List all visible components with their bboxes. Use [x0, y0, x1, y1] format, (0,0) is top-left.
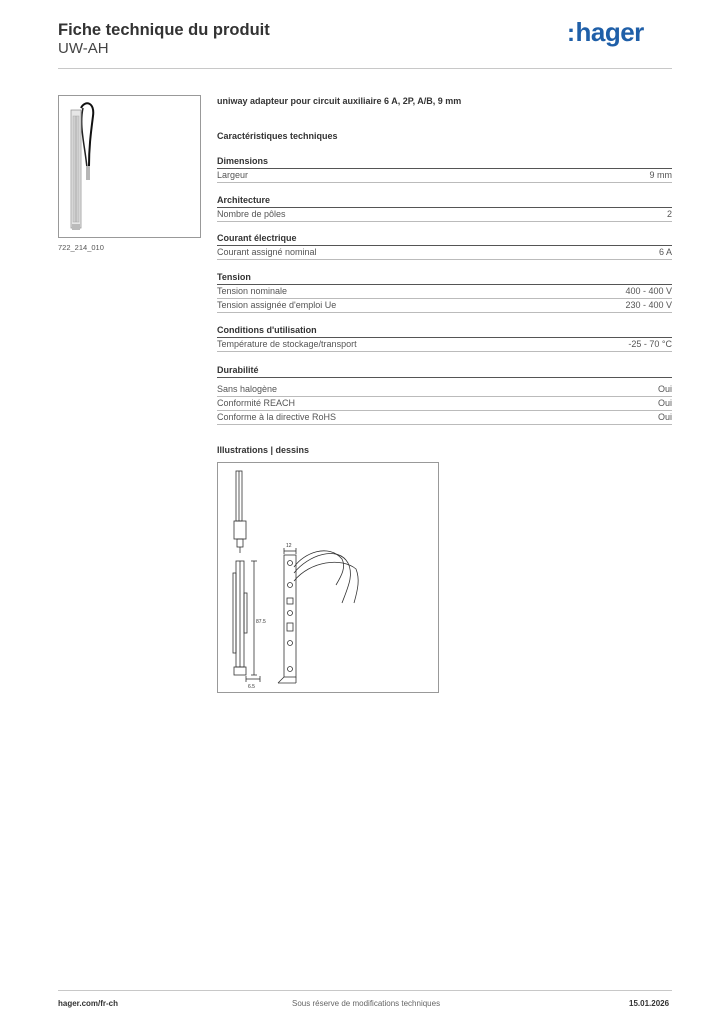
spec-value: Oui [657, 398, 672, 408]
spec-row [217, 338, 672, 352]
logo-text: hager [575, 17, 644, 47]
spec-label: Largeur [217, 170, 249, 180]
product-title: uniway adapteur pour circuit auxiliaire 6 A, 2P, A/B, 9 mm [217, 96, 462, 106]
dim-side-label: 87.5 [256, 619, 266, 625]
spec-row [217, 299, 672, 313]
product-photo-illustration [59, 96, 200, 237]
spec-row [217, 246, 672, 260]
photo-reference: 722_214_010 [58, 243, 104, 252]
spec-value: 9 mm [649, 170, 672, 180]
hager-logo: :hager [567, 17, 644, 47]
spec-value: Oui [657, 412, 672, 422]
spec-row [217, 411, 672, 425]
spec-value: -25 - 70 °C [628, 339, 672, 349]
spec-label: Température de stockage/transport [217, 339, 357, 349]
spec-value: 6 A [658, 247, 672, 257]
spec-value: Oui [657, 384, 672, 394]
footer-notice: Sous réserve de modifications techniques [292, 999, 441, 1008]
spec-section-voltage [217, 272, 672, 313]
spec-section-dimensions [217, 156, 672, 183]
technical-drawing [217, 462, 439, 693]
footer-divider [58, 990, 672, 991]
spec-section-architecture [217, 195, 672, 222]
spec-section-durability [217, 365, 672, 425]
section-title: Dimensions [217, 156, 672, 169]
dim-top-label: 12 [286, 543, 292, 549]
page-title: Fiche technique du produit [58, 21, 270, 39]
header-divider [58, 68, 672, 69]
product-photo [58, 95, 201, 238]
spec-label: Conformité REACH [217, 398, 296, 408]
spec-value: 230 - 400 V [625, 300, 672, 310]
product-code: UW-AH [58, 40, 109, 57]
spec-section-current [217, 233, 672, 260]
spec-row [217, 285, 672, 299]
illustrations-heading: Illustrations | dessins [217, 445, 310, 455]
spec-label: Conforme à la directive RoHS [217, 412, 337, 422]
section-title: Conditions d'utilisation [217, 325, 672, 338]
spec-value: 400 - 400 V [625, 286, 672, 296]
section-title: Courant électrique [217, 233, 672, 246]
spec-row [217, 208, 672, 222]
spec-label: Tension assignée d'emploi Ue [217, 300, 337, 310]
footer-website: hager.com/fr-ch [58, 999, 119, 1008]
footer-date: 15.01.2026 [629, 999, 670, 1008]
section-title: Tension [217, 272, 672, 285]
spec-row [217, 397, 672, 411]
spec-label: Nombre de pôles [217, 209, 286, 219]
specs-heading: Caractéristiques techniques [217, 131, 338, 141]
spec-section-conditions [217, 325, 672, 352]
dim-bottom-label: 6.5 [248, 684, 255, 690]
spec-label: Sans halogène [217, 384, 278, 394]
spec-row [217, 383, 672, 397]
technical-drawing-svg [218, 463, 438, 692]
section-title: Durabilité [217, 365, 672, 378]
section-title: Architecture [217, 195, 672, 208]
spec-label: Courant assigné nominal [217, 247, 317, 257]
spec-row [217, 169, 672, 183]
spec-label: Tension nominale [217, 286, 288, 296]
spec-value: 2 [666, 209, 672, 219]
